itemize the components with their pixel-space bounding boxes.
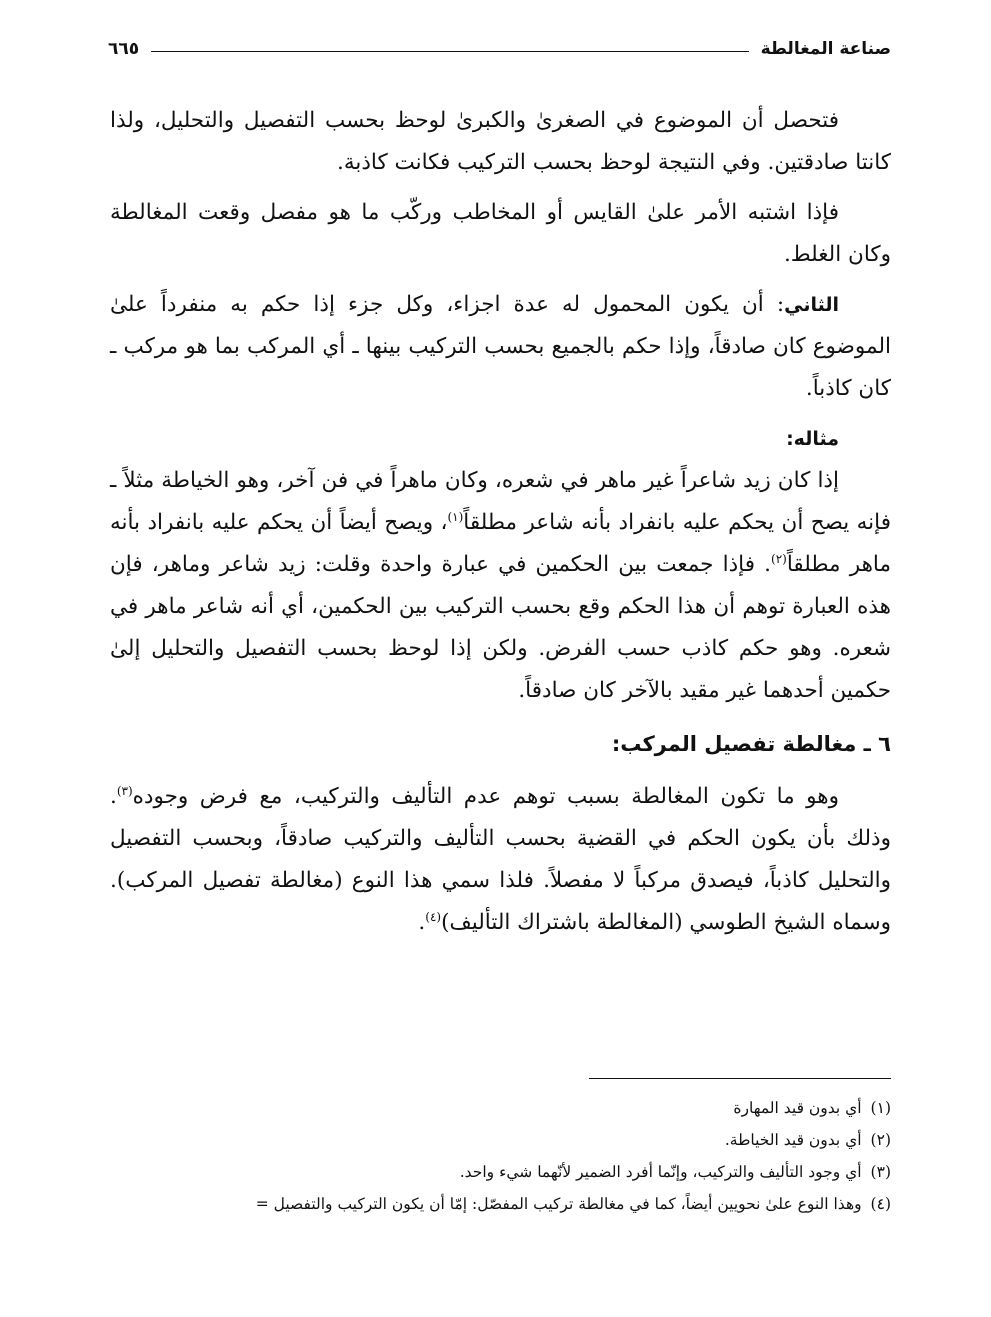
paragraph-3-text: : أن يكون المحمول له عدة اجزاء، وكل جزء إذا حكم به منفرداً علىٰ الموضوع كان صادقاً، وإذا حكم بالجميع بحسب التركيب بينها ـ أي المركب بما هو مركب ـ كان كاذباً. [110,292,891,401]
paragraph-5-part-a: وهو ما تكون المغالطة بسبب توهم عدم التأليف والتركيب، مع فرض وجوده [132,784,839,809]
footnotes [105,1092,891,1220]
footnote-3-text: أي وجود التأليف والتركيب، وإنّما أفرد الضمير لأنّهما شيء واحد. [459,1163,862,1181]
paragraph-4-part-c: . فإذا جمعت بين الحكمين في عبارة واحدة وقلت: زيد شاعر وماهر، فإن هذه العبارة توهم أن هذا الحكم وقع بحسب التركيب بين الحكمين، أي أنه شاعر ماهر في شعره. وهو حكم كاذب حسب الفرض. ولكن إذا لوحظ بحسب التفصيل والتحليل إلىٰ حكمين أحدهما غير مقيد بالآخر كان صادقاً. [110,552,891,703]
body-text [110,100,891,944]
footnote-ref-2[interactable]: (٢) [771,551,787,566]
paragraph-5-part-b: . وذلك بأن يكون الحكم في القضية بحسب التأليف والتركيب صادقاً، وبحسب التفصيل والتحليل كاذباً، فيصدق مركباً لا مفصلاً. فلذا سمي هذا النوع (مغالطة تفصيل المركب). وسماه الشيخ الطوسي (المغالطة باشتراك التأليف) [110,784,891,935]
paragraph-2: فإذا اشتبه الأمر علىٰ القايس أو المخاطب وركّب ما هو مفصل وقعت المغالطة وكان الغلط. [110,200,891,267]
paragraph-1: فتحصل أن الموضوع في الصغرىٰ والكبرىٰ لوحظ بحسب التفصيل والتحليل، ولذا كانتا صادقتين. وفي النتيجة لوحظ بحسب التركيب فكانت كاذبة. [110,108,891,175]
footnote-2-number: (٢) [870,1131,891,1149]
footnote-1-number: (١) [870,1099,891,1117]
footnote-ref-3[interactable]: (٣) [116,783,133,798]
footnote-ref-1[interactable]: (١) [447,509,464,524]
footnote-4 [105,1188,891,1220]
running-header [108,34,891,64]
paragraph-5-part-c: . [418,910,426,935]
footnote-4-text: وهذا النوع علىٰ نحويين أيضاً، كما في مغالطة تركيب المفصّل: إمّا أن يكون التركيب والتفصيل = [255,1195,862,1213]
footnote-ref-4[interactable]: (٤) [425,909,442,924]
paragraph-3 [110,284,891,410]
footnote-1-text: أي بدون قيد المهارة [733,1099,862,1117]
paragraph-4 [110,460,891,712]
footnote-2 [105,1124,891,1156]
footnote-4-number: (٤) [870,1195,891,1213]
footnote-3-number: (٣) [870,1163,891,1181]
footnote-3 [105,1156,891,1188]
paragraph-4-part-b: ، ويصح أيضاً أن يحكم عليه بانفراد بأنه ماهر مطلقاً [110,510,891,577]
page-number: ٦٦٥ [108,39,140,59]
paragraph-4-part-a: إذا كان زيد شاعراً غير ماهر في شعره، وكان ماهراً في فن آخر، وهو الخياطة مثلاً ـ فإنه يصح أن يحكم عليه بانفراد بأنه شاعر مطلقاً [110,468,891,535]
example-label: مثاله: [786,428,839,450]
paragraph-5 [110,776,891,944]
paragraph-3-term: الثاني [784,294,839,316]
header-rule [151,51,748,52]
footnote-1 [105,1092,891,1124]
running-title: صناعة المغالطة [760,39,891,59]
footnote-separator [589,1078,891,1079]
section-heading: ٦ ـ مغالطة تفصيل المركب: [611,732,891,756]
footnote-2-text: أي بدون قيد الخياطة. [724,1131,862,1149]
